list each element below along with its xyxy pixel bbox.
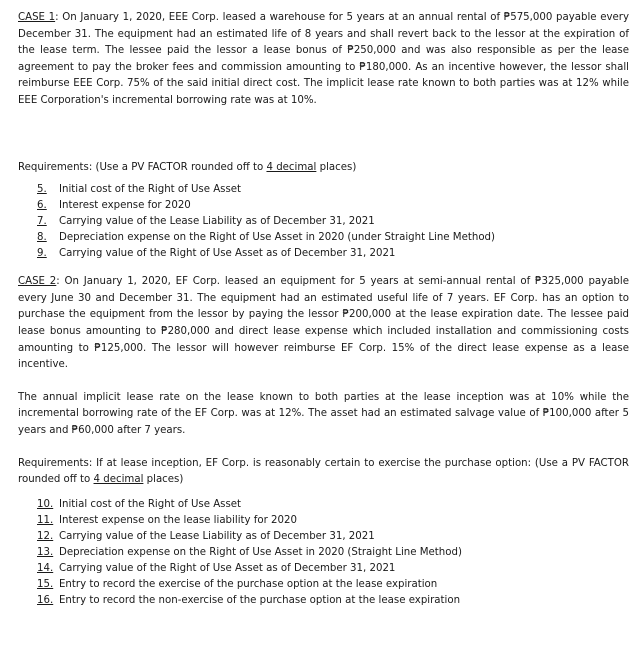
case1-paragraph (18, 10, 629, 110)
case1-text: : On January 1, 2020, EEE Corp. leased a warehouse for 5 years at an annual rental of ₱575,000 payable every December 31. The equipment had an estimated life of 8 years and shall revert back to the lessor at the expiration of the lease term. The lessee paid the lessor a lease bonus of ₱250,000 and was also responsible as per the lease agreement to pay the broker fees and commission amounting to ₱180,000. As an incentive however, the lessor shall reimburse EEE Corp. 75% of the said initial direct cost. The implicit lease rate known to both parties was at 12% while EEE Corporation's incremental borrowing rate was at 10%. (18, 12, 629, 106)
case2-requirements-list (18, 497, 629, 609)
list-item: 10. Initial cost of the Right of Use Asset (37, 498, 242, 510)
case2-requirements-heading: Requirements: If at lease inception, EF Corp. is reasonably certain to exercise the purchase option: (Use a PV FACTOR rounded off to 4 decimal places) (18, 457, 629, 486)
case1-requirements-heading: Requirements: (Use a PV FACTOR rounded off to 4 decimal places) (18, 161, 357, 173)
list-item: 6. Interest expense for 2020 (37, 200, 191, 212)
list-item: 11. Interest expense on the lease liability for 2020 (37, 514, 297, 526)
case2-paragraph (18, 274, 629, 374)
case2-text: : On January 1, 2020, EF Corp. leased an equipment for 5 years at semi-annual rental of ₱325,000 payable every June 30 and December 31. The equipment had an estimated useful life of 7 years. EF Corp. has an option to purchase the equipment from the lessor by paying the lessor ₱200,000 at the lease expiration date. The lessee paid lease bonus amounting to ₱280,000 and direct lease expense which included installation and commissioning costs amounting to ₱125,000. The lessor will however reimburse EF Corp. 15% of the direct lease expense as a lease incentive. (18, 276, 629, 371)
list-item: 16. Entry to record the non-exercise of the purchase option at the lease expiration (37, 594, 461, 606)
list-item: 8. Depreciation expense on the Right of Use Asset in 2020 (under Straight Line Method) (37, 232, 495, 244)
case1-requirements-list (18, 182, 629, 262)
case2-paragraph-2: The annual implicit lease rate on the lease known to both parties at the lease inception was at 10% while the incremental borrowing rate of the EF Corp. was at 12%. The asset had an estimated salvage value of ₱100,000 after 5 years and ₱60,000 after 7 years. (18, 391, 629, 436)
list-item: 7. Carrying value of the Lease Liability as of December 31, 2021 (37, 216, 375, 228)
case2-label: CASE 2 (18, 276, 57, 288)
list-item: 14. Carrying value of the Right of Use Asset as of December 31, 2021 (37, 562, 396, 574)
list-item: 9. Carrying value of the Right of Use Asset as of December 31, 2021 (37, 248, 396, 260)
case1-label: CASE 1 (18, 12, 56, 23)
list-item: 5. Initial cost of the Right of Use Asset (37, 184, 242, 196)
list-item: 13. Depreciation expense on the Right of Use Asset in 2020 (Straight Line Method) (37, 546, 462, 558)
list-item: 12. Carrying value of the Lease Liability as of December 31, 2021 (37, 530, 375, 542)
list-item: 15. Entry to record the exercise of the purchase option at the lease expiration (37, 578, 438, 590)
